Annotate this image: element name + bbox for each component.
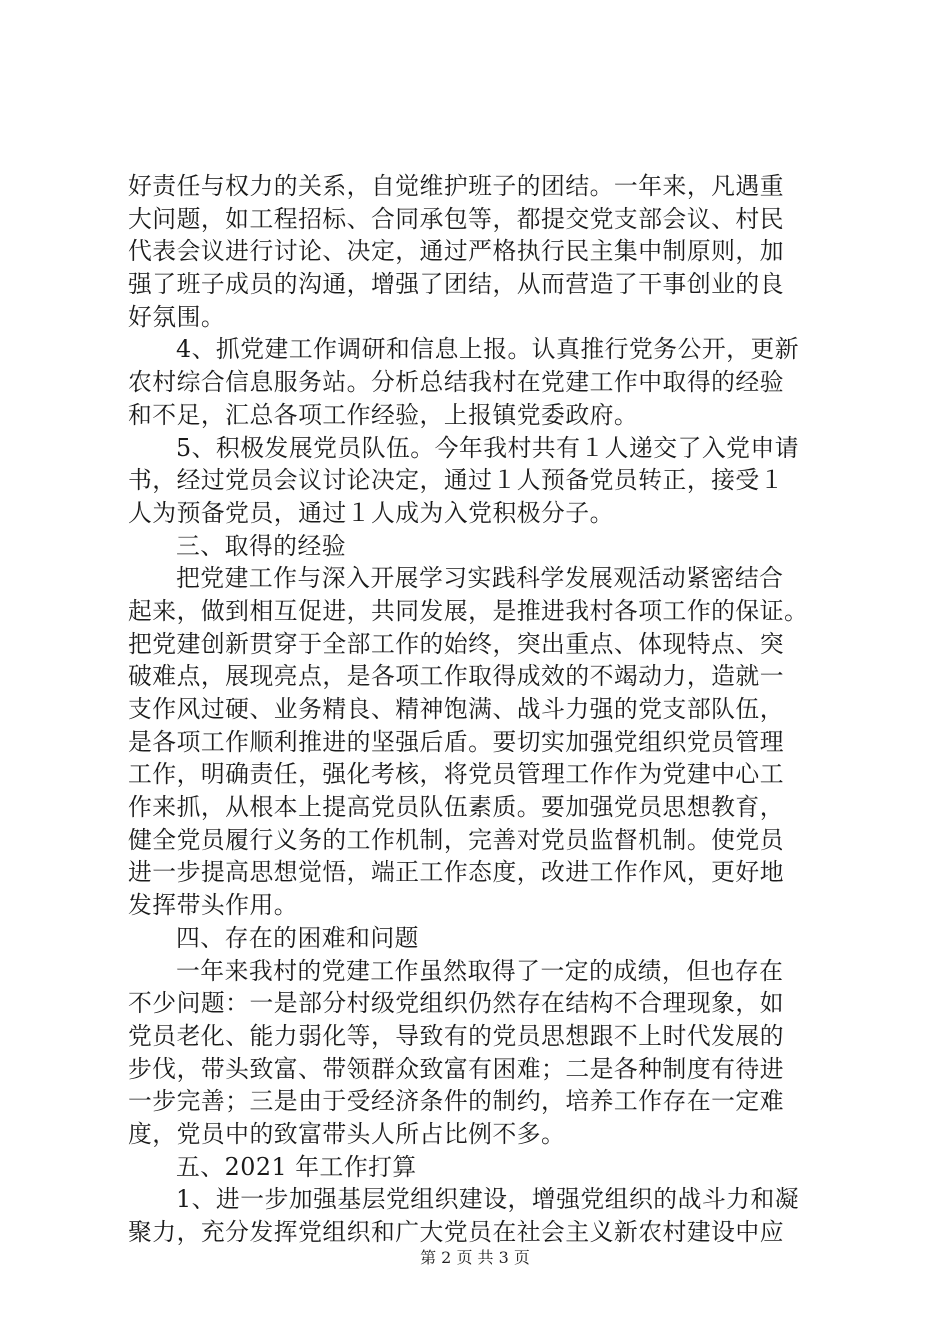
paragraph-start-line: 把党建工作与深入开展学习实践科学发展观活动紧密结合 bbox=[176, 564, 784, 593]
text-line: 代表会议进行讨论、决定，通过严格执行民主集中制原则，加 bbox=[128, 237, 785, 266]
paragraph-start-line: 5、积极发展党员队伍。今年我村共有１人递交了入党申请 bbox=[176, 433, 800, 462]
section-heading: 三、取得的经验 bbox=[176, 531, 347, 560]
text-line: 支作风过硬、业务精良、精神饱满、战斗力强的党支部队伍， bbox=[128, 695, 785, 723]
text-line: 书，经过党员会议讨论决定，通过１人预备党员转正，接受１ bbox=[128, 466, 785, 495]
text-line: 好责任与权力的关系，自觉维护班子的团结。一年来，凡遇重 bbox=[128, 172, 785, 200]
text-line: 和不足，汇总各项工作经验，上报镇党委政府。 bbox=[128, 400, 639, 429]
text-line: 工作，明确责任，强化考核，将党员管理工作作为党建中心工 bbox=[128, 760, 785, 789]
paragraph-start-line: 一年来我村的党建工作虽然取得了一定的成绩，但也存在 bbox=[176, 956, 784, 985]
text-line: 进一步提高思想觉悟，端正工作态度，改进工作作风，更好地 bbox=[128, 858, 785, 887]
page-number-footer: 第 2 页 共 3 页 bbox=[420, 1248, 530, 1267]
text-line: 不少问题：一是部分村级党组织仍然存在结构不合理现象，如 bbox=[128, 989, 785, 1018]
text-line: 大问题，如工程招标、合同承包等，都提交党支部会议、村民 bbox=[128, 204, 785, 233]
text-line: 是各项工作顺利推进的坚强后盾。要切实加强党组织党员管理 bbox=[128, 727, 785, 756]
text-line: 人为预备党员，通过１人成为入党积极分子。 bbox=[128, 498, 614, 527]
text-line: 把党建创新贯穿于全部工作的始终，突出重点、体现特点、突 bbox=[128, 629, 785, 658]
text-line: 农村综合信息服务站。分析总结我村在党建工作中取得的经验 bbox=[128, 368, 785, 397]
section-heading: 五、2021 年工作打算 bbox=[176, 1152, 417, 1181]
text-line: 健全党员履行义务的工作机制，完善对党员监督机制。使党员 bbox=[128, 825, 785, 854]
text-line: 度，党员中的致富带头人所占比例不多。 bbox=[128, 1119, 566, 1148]
document-body bbox=[128, 170, 828, 1249]
text-line: 步伐，带头致富、带领群众致富有困难；二是各种制度有待进 bbox=[128, 1054, 785, 1083]
text-line: 党员老化、能力弱化等，导致有的党员思想跟不上时代发展的 bbox=[128, 1021, 785, 1050]
text-line: 破难点，展现亮点，是各项工作取得成效的不竭动力，造就一 bbox=[128, 662, 785, 691]
text-line: 发挥带头作用。 bbox=[128, 891, 299, 920]
text-line: 强了班子成员的沟通，增强了团结，从而营造了干事创业的良 bbox=[128, 270, 785, 299]
text-line: 作来抓，从根本上提高党员队伍素质。要加强党员思想教育， bbox=[128, 793, 785, 822]
text-line: 一步完善；三是由于受经济条件的制约，培养工作存在一定难 bbox=[128, 1087, 785, 1116]
paragraph-start-line: 1、进一步加强基层党组织建设，增强党组织的战斗力和凝 bbox=[176, 1185, 800, 1214]
paragraph-start-line: 4、抓党建工作调研和信息上报。认真推行党务公开，更新 bbox=[176, 335, 800, 364]
text-line: 聚力，充分发挥党组织和广大党员在社会主义新农村建设中应 bbox=[128, 1218, 785, 1246]
section-heading: 四、存在的困难和问题 bbox=[176, 923, 419, 952]
text-line: 起来，做到相互促进，共同发展，是推进我村各项工作的保证。 bbox=[128, 596, 809, 625]
text-line: 好氛围。 bbox=[128, 302, 226, 331]
